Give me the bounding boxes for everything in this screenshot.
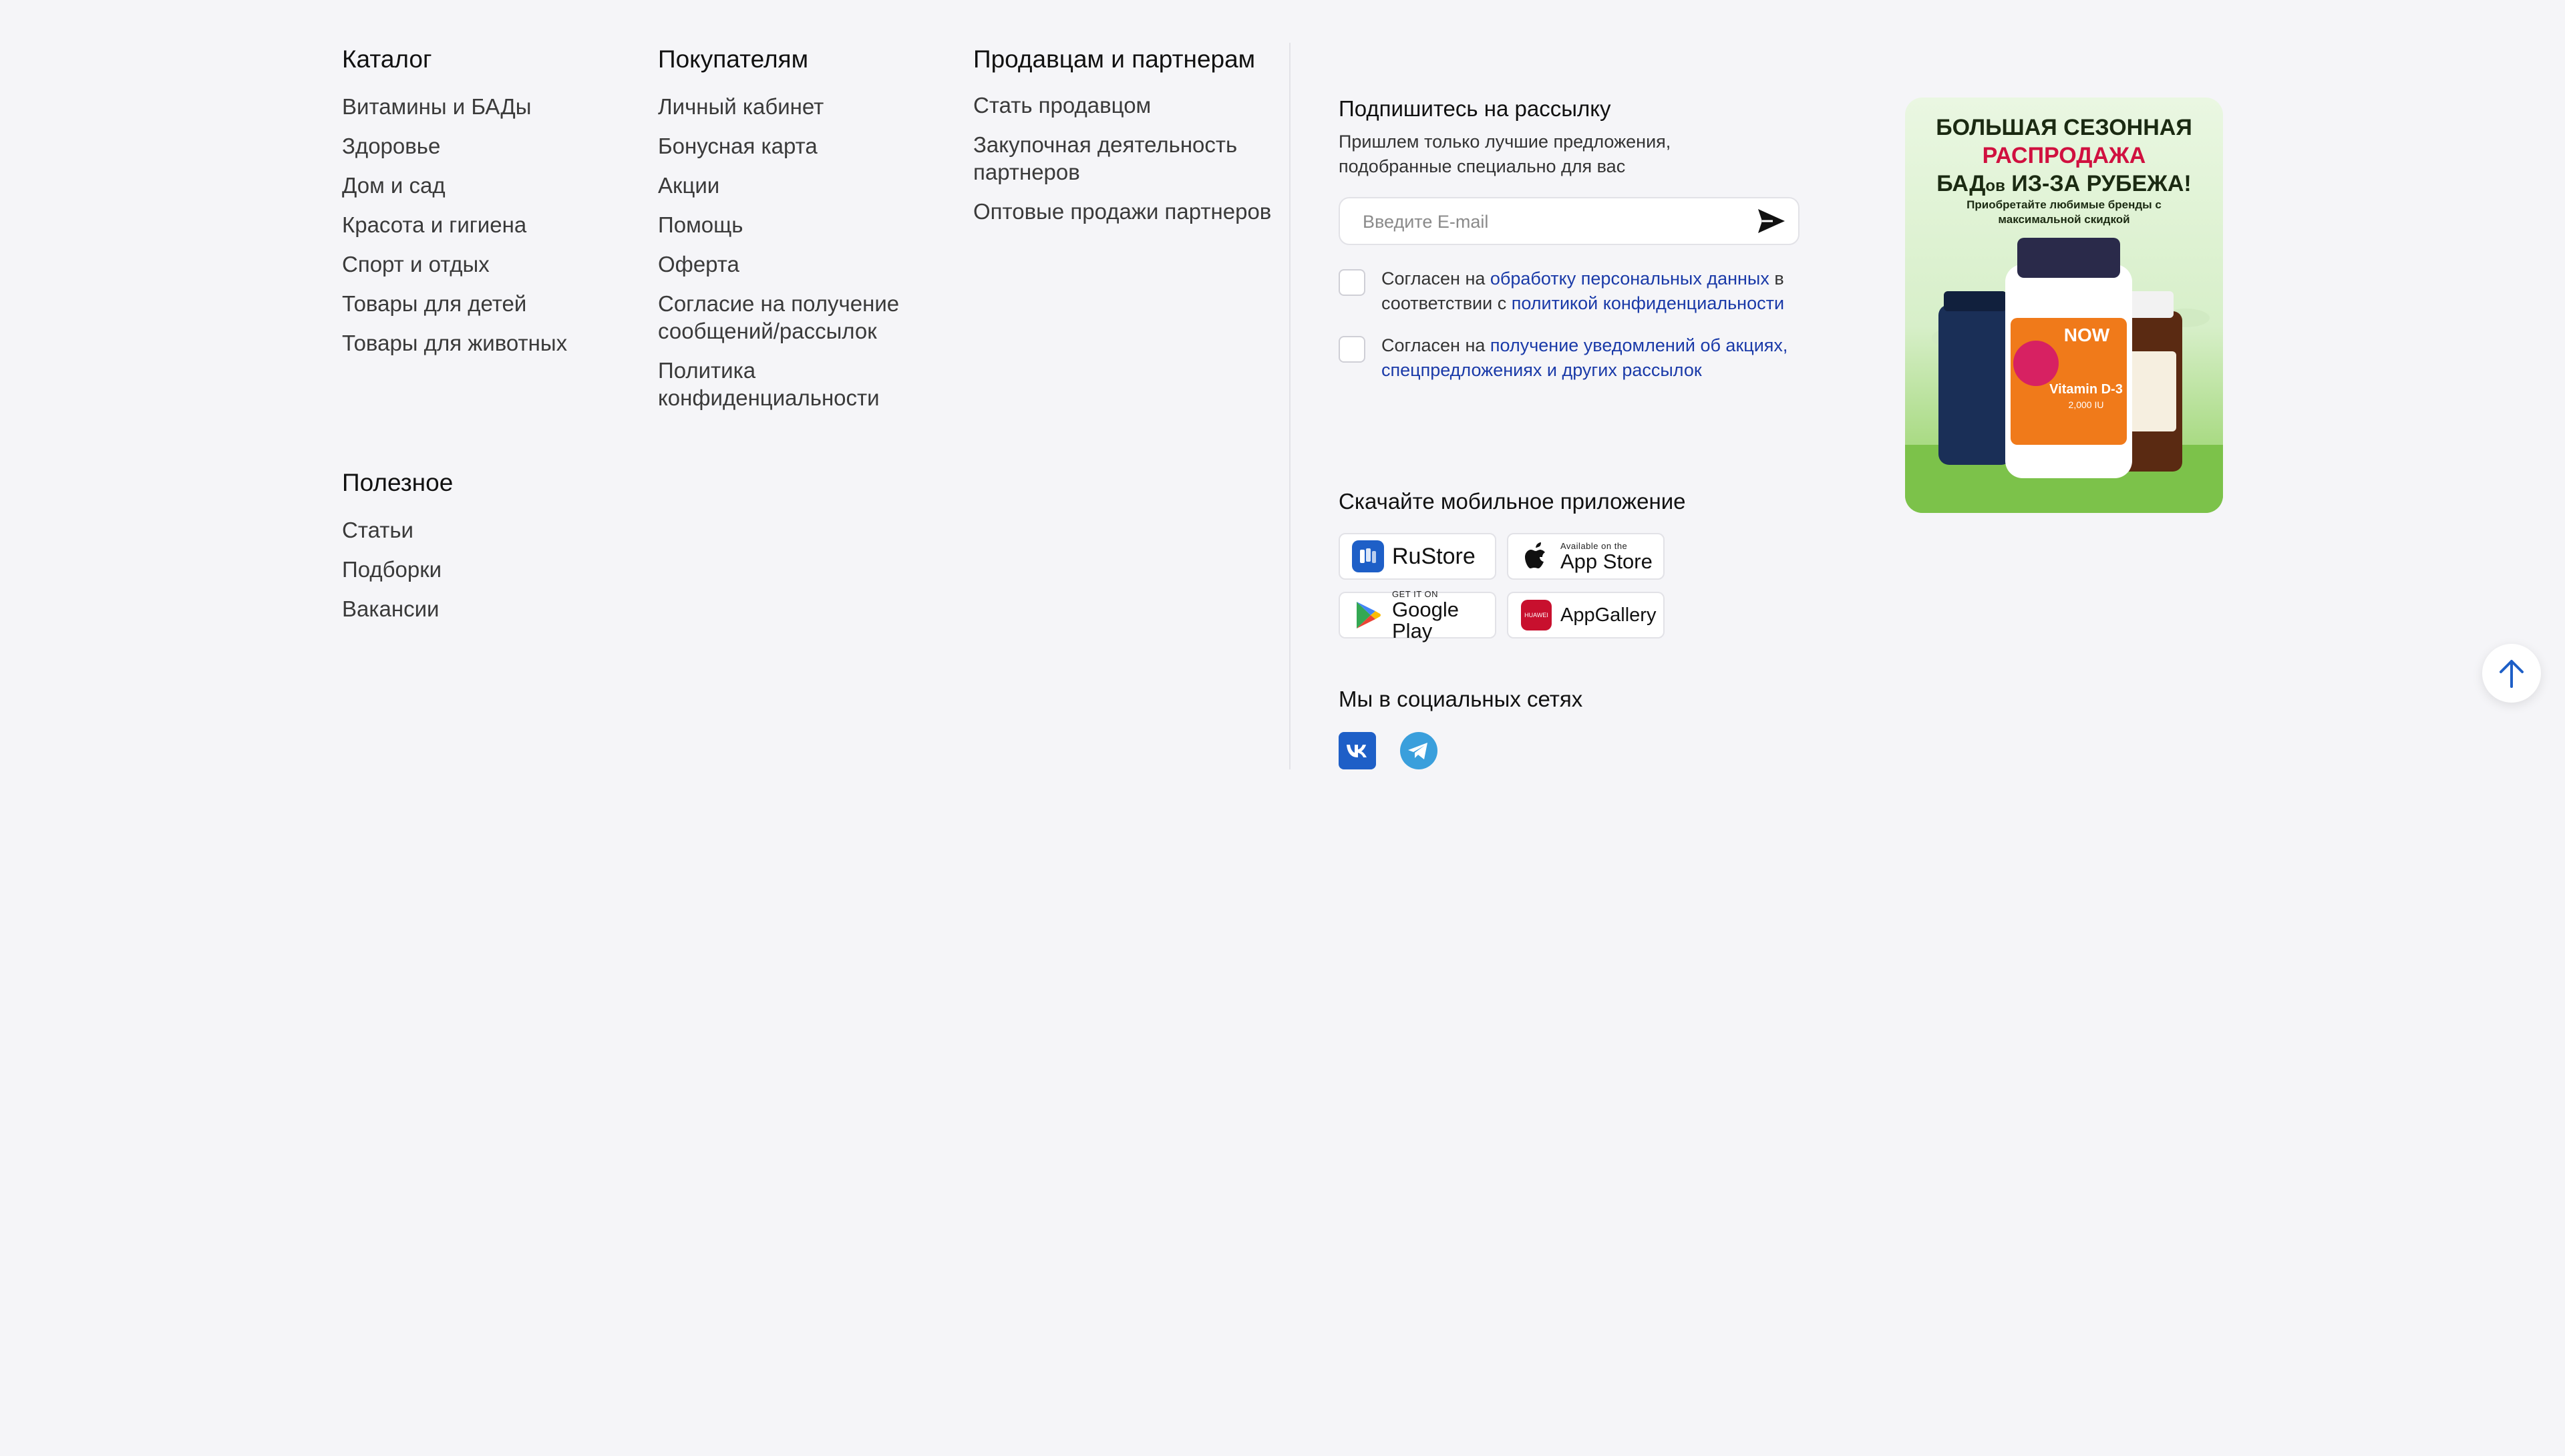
buyers-heading: Покупателям [658, 45, 809, 73]
supplement-bottles-image [1905, 224, 2223, 513]
email-input[interactable] [1361, 198, 1738, 245]
newsletter-description: Пришлем только лучшие предложения, подобранные специально для вас [1339, 132, 1671, 176]
footer-link-procurement[interactable]: Закупочная деятельность партнеров [973, 132, 1238, 184]
footer-link-privacy-policy[interactable]: Политика конфиденциальности [658, 358, 880, 410]
catalog-heading: Каталог [342, 45, 432, 73]
googleplay-big-label: Google Play [1392, 597, 1459, 643]
personal-data-link[interactable]: обработку персональных данных [1490, 268, 1769, 289]
promo-product-dose: 2,000 IU [2068, 399, 2104, 410]
consent-notifications [1339, 333, 1796, 383]
footer-column-catalog [342, 43, 636, 369]
footer-link-articles[interactable]: Статьи [342, 518, 413, 542]
catalog-links [342, 93, 636, 357]
appstore-text [1560, 541, 1653, 572]
promo-product: Vitamin D-3 [2049, 382, 2123, 397]
newsletter-section [1339, 95, 1806, 383]
footer-link-pets[interactable]: Товары для животных [342, 331, 568, 355]
footer-link-bonus-card[interactable]: Бонусная карта [658, 134, 818, 158]
footer-link-vitamins[interactable]: Витамины и БАДы [342, 94, 532, 119]
newsletter-title: Подпишитесь на рассылку [1339, 96, 1611, 121]
sellers-heading: Продавцам и партнерам [973, 45, 1256, 73]
promo-brand: NOW [2063, 325, 2110, 345]
notifications-link[interactable]: получение уведомлений об акциях, спецпредложениях и других рассылок [1381, 335, 1788, 380]
footer-column-buyers [658, 43, 952, 423]
googleplay-text [1392, 589, 1495, 642]
footer-link-health[interactable]: Здоровье [342, 134, 441, 158]
appgallery-label: AppGallery [1560, 604, 1657, 626]
promo-line2: РАСПРОДАЖА [1982, 143, 2146, 168]
rustore-icon [1352, 540, 1384, 572]
consent-personal-data [1339, 266, 1796, 316]
huawei-icon [1520, 599, 1552, 631]
buyers-links [658, 93, 952, 411]
consent1-prefix: Согласен на [1381, 268, 1490, 289]
useful-links [342, 516, 636, 622]
footer-column-useful [342, 466, 636, 634]
footer-link-beauty[interactable]: Красота и гигиена [342, 212, 527, 237]
consent-personal-data-checkbox[interactable] [1339, 269, 1365, 296]
appgallery-button[interactable] [1507, 592, 1665, 639]
consent1-middle: в соответствии с [1381, 268, 1784, 313]
send-icon[interactable] [1757, 208, 1786, 234]
useful-heading: Полезное [342, 469, 454, 496]
footer-link-help[interactable]: Помощь [658, 212, 743, 237]
appstore-big-label: App Store [1560, 549, 1653, 573]
promo-line3a: БАД [1936, 171, 1986, 196]
promo-subtitle: Приобретайте любимые бренды с максимальной скидкой [1966, 198, 2162, 226]
appstore-small-label: Available on the [1560, 540, 1628, 551]
footer-link-collections[interactable]: Подборки [342, 557, 442, 582]
email-subscribe-box [1339, 197, 1800, 245]
footer-link-kids[interactable]: Товары для детей [342, 291, 527, 316]
sellers-links [973, 92, 1287, 225]
apps-heading: Скачайте мобильное приложение [1339, 489, 1686, 514]
footer-link-offer[interactable]: Оферта [658, 252, 739, 277]
footer-link-mailing-consent[interactable]: Согласие на получение сообщений/рассылок [658, 291, 900, 343]
social-heading: Мы в социальных сетях [1339, 687, 1583, 711]
rustore-button[interactable] [1339, 533, 1496, 580]
consent-notifications-checkbox[interactable] [1339, 336, 1365, 363]
footer-column-sellers [973, 43, 1287, 237]
promo-line3c: ИЗ-ЗА РУБЕЖА! [2005, 171, 2192, 196]
arrow-up-icon [2497, 657, 2526, 689]
vk-icon[interactable] [1339, 732, 1376, 769]
footer-link-promotions[interactable]: Акции [658, 173, 720, 198]
telegram-icon[interactable] [1400, 732, 1437, 769]
promo-title [1905, 114, 2223, 200]
footer-link-home-garden[interactable]: Дом и сад [342, 173, 446, 198]
footer-divider [1289, 43, 1291, 769]
footer-link-account[interactable]: Личный кабинет [658, 94, 824, 119]
promo-line3 [1905, 170, 2223, 200]
footer-link-become-seller[interactable]: Стать продавцом [973, 93, 1152, 118]
footer-link-vacancies[interactable]: Вакансии [342, 596, 440, 621]
googleplay-button[interactable] [1339, 588, 1496, 643]
consent2-prefix: Согласен на [1381, 335, 1490, 355]
footer-link-sport[interactable]: Спорт и отдых [342, 252, 490, 277]
scroll-to-top-button[interactable] [2482, 644, 2541, 703]
apple-icon [1520, 540, 1552, 572]
appstore-button[interactable] [1507, 533, 1665, 580]
huawei-badge: HUAWEI [1521, 600, 1552, 630]
rustore-label: RuStore [1392, 544, 1476, 569]
googleplay-small-label: GET IT ON [1392, 588, 1439, 599]
promo-line1: БОЛЬШАЯ СЕЗОННАЯ [1936, 115, 2192, 140]
privacy-policy-link[interactable]: политикой конфиденциальности [1511, 293, 1785, 313]
google-play-icon [1352, 599, 1384, 631]
footer-link-wholesale[interactable]: Оптовые продажи партнеров [973, 199, 1272, 224]
promo-line3b: ов [1985, 177, 2005, 195]
promo-banner[interactable] [1905, 98, 2223, 513]
